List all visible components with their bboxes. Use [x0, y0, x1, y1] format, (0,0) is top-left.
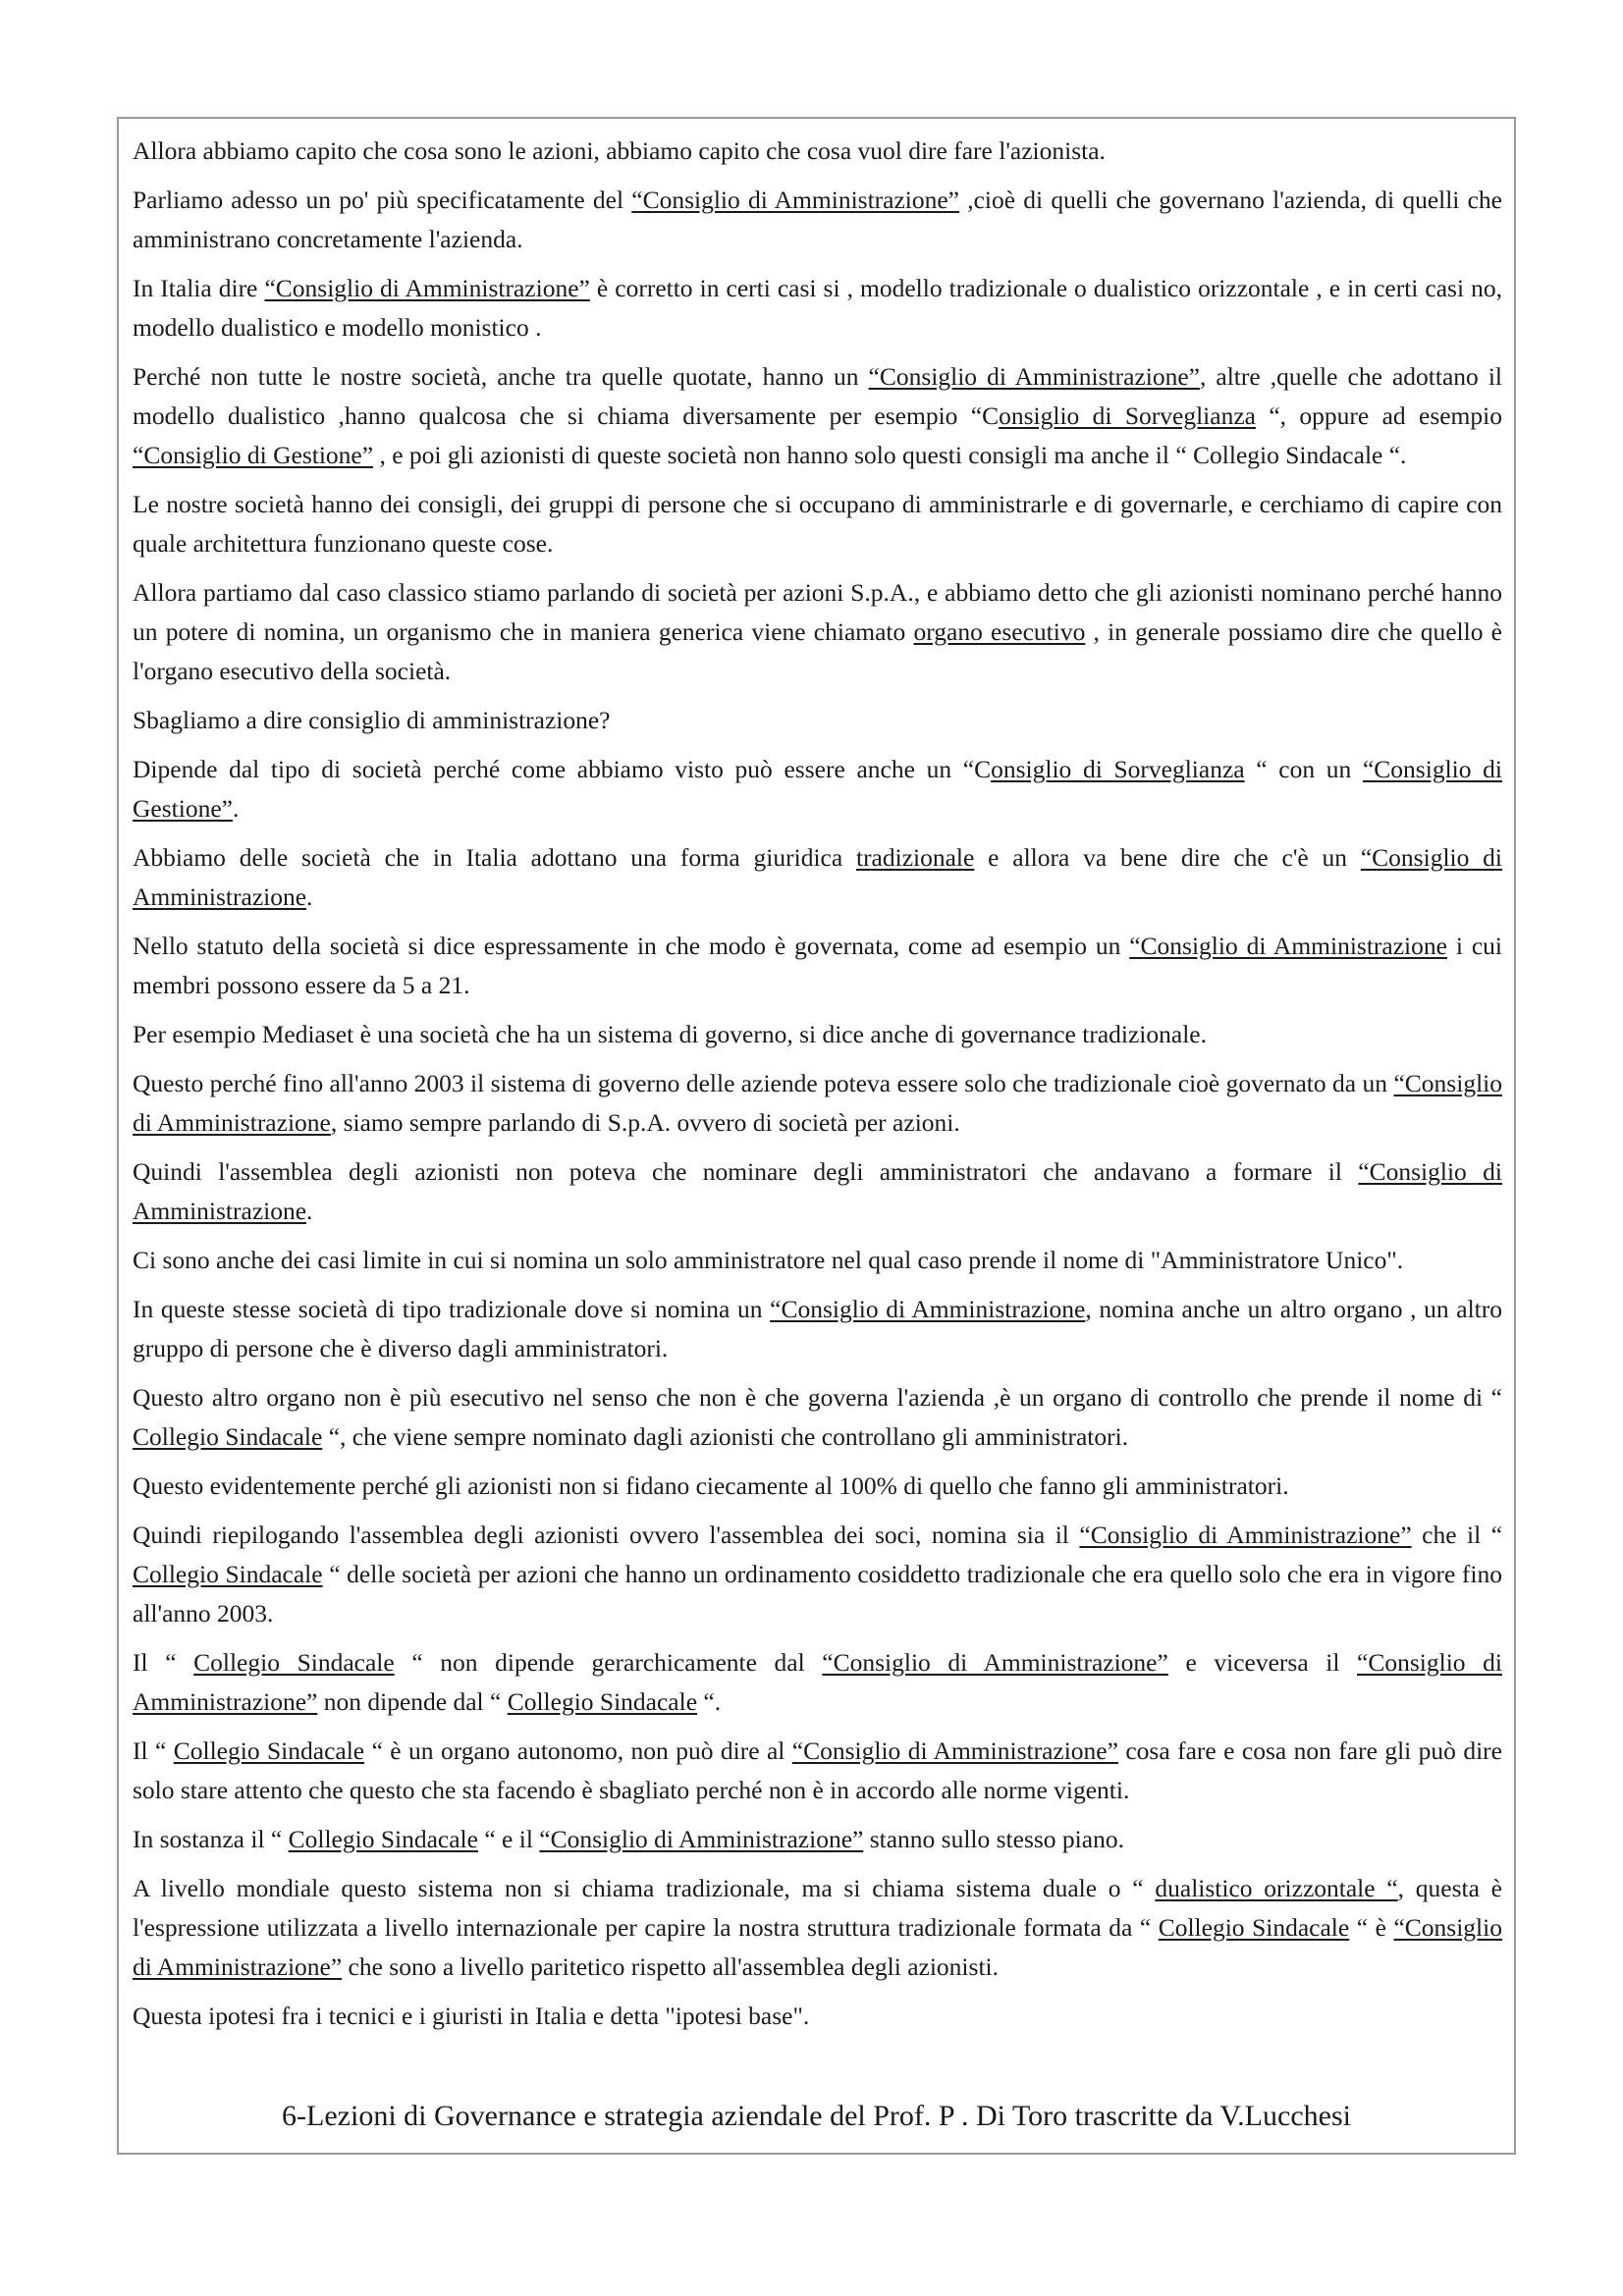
text-segment: . [306, 882, 313, 911]
text-segment: “. [697, 1687, 722, 1716]
underlined-term: Collegio Sindacale [288, 1825, 478, 1853]
document-body [133, 132, 1502, 2046]
paragraph [133, 1869, 1502, 1987]
page-footer: 6-Lezioni di Governance e strategia aziendale del Prof. P . Di Toro trascritte da V.Lucchesi [282, 2100, 1351, 2132]
underlined-term: “Consiglio di Amministrazione” [868, 362, 1200, 391]
paragraph [133, 181, 1502, 259]
text-segment: Le nostre società hanno dei consigli, dei gruppi di persone che si occupano di amministrarle e di governarle, e cerchiamo di capire con quale architettura funzionano queste cose. [133, 490, 1502, 558]
text-segment: Ci sono anche dei casi limite in cui si nomina un solo amministratore nel qual caso prende il nome di "Amministratore Unico". [133, 1246, 1404, 1274]
paragraph [133, 1467, 1502, 1506]
text-segment: . [232, 794, 240, 823]
underlined-term: tradizionale [855, 843, 975, 872]
underlined-term: “Consiglio di Gestione” [133, 755, 1503, 823]
text-segment: Parliamo adesso un po' più specificatamente del [133, 186, 632, 214]
underlined-term: “Consiglio di Amministrazione” [822, 1648, 1168, 1677]
text-segment: , in generale possiamo dire che quello è l'organo esecutivo della società. [133, 617, 1502, 685]
underlined-term: “Consiglio di Amministrazione” [264, 274, 590, 302]
text-segment: i cui membri possono essere da 5 a 21. [133, 932, 1502, 999]
text-segment: . [306, 1197, 313, 1225]
text-segment: che il “ [1411, 1521, 1503, 1549]
text-segment: “, che viene sempre nominato dagli azionisti che controllano gli amministratori. [322, 1422, 1129, 1451]
underlined-term: “Consiglio di Amministrazione” [539, 1825, 864, 1853]
underlined-term: Collegio Sindacale [193, 1648, 395, 1677]
text-segment: Il “ [133, 1648, 194, 1677]
underlined-term: dualistico orizzontale “ [1155, 1874, 1398, 1902]
text-segment: che sono a livello paritetico rispetto all'assemblea degli azionisti. [342, 1952, 999, 1981]
underlined-term: Collegio Sindacale [133, 1422, 323, 1451]
text-segment: non dipende dal “ [317, 1687, 508, 1716]
underlined-term: Collegio Sindacale [507, 1687, 698, 1716]
text-segment: Il “ [133, 1736, 174, 1765]
text-segment: Dipende dal tipo di società perché come abbiamo visto può essere anche un “C [133, 755, 992, 783]
text-segment: “, oppure ad esempio [1255, 401, 1502, 430]
text-segment: Perché non tutte le nostre società, anche tra quelle quotate, hanno un [133, 362, 869, 391]
paragraph [133, 573, 1502, 691]
paragraph [133, 750, 1502, 828]
paragraph [133, 132, 1502, 171]
paragraph [133, 1732, 1502, 1810]
text-segment: In sostanza il “ [133, 1825, 289, 1853]
paragraph [133, 1643, 1502, 1722]
underlined-term: onsiglio di Sorveglianza [999, 401, 1256, 430]
underlined-term: “Consiglio di Amministrazione [1129, 932, 1447, 960]
text-segment: Questo perché fino all'anno 2003 il sistema di governo delle aziende poteva essere solo che tradizionale cioè governato da un [133, 1069, 1394, 1097]
underlined-term: “Consiglio di Gestione” [133, 441, 374, 469]
paragraph [133, 1516, 1502, 1633]
text-segment: , nomina anche un altro organo , un altro gruppo di persone che è diverso dagli amministratori. [133, 1295, 1502, 1362]
underlined-term: “Consiglio di Amministrazione [133, 1157, 1502, 1225]
text-segment: Questa ipotesi fra i tecnici e i giuristi in Italia e detta "ipotesi base". [133, 2002, 810, 2030]
paragraph [133, 927, 1502, 1005]
text-segment: Quindi riepilogando l'assemblea degli azionisti ovvero l'assemblea dei soci, nomina sia il [133, 1521, 1080, 1549]
text-segment: Questo evidentemente perché gli azionisti non si fidano ciecamente al 100% di quello che fanno gli amministratori. [133, 1471, 1289, 1500]
paragraph [133, 1152, 1502, 1231]
text-segment: Allora partiamo dal caso classico stiamo parlando di società per azioni S.p.A., e abbiamo detto che gli azionisti nominano perché hanno un potere di nomina, un organismo che in maniera generica viene chiamato [133, 578, 1502, 646]
underlined-term: onsiglio di Sorveglianza [991, 755, 1245, 783]
text-segment: cosa fare e cosa non fare gli può dire solo stare attento che questo che sta facendo è sbagliato perché non è in accordo alle norme vigenti. [133, 1736, 1502, 1804]
paragraph [133, 1997, 1502, 2036]
underlined-term: Collegio Sindacale [173, 1736, 365, 1765]
underlined-term: “Consiglio di Amministrazione [133, 843, 1502, 911]
text-segment: “ è [1349, 1913, 1394, 1942]
underlined-term: “Consiglio di Amministrazione [770, 1295, 1086, 1323]
text-segment: “ delle società per azioni che hanno un ordinamento cosiddetto tradizionale che era quello solo che era in vigore fino all'anno 2003. [133, 1560, 1502, 1628]
underlined-term: “Consiglio di Amministrazione” [133, 1648, 1502, 1716]
underlined-term: Collegio Sindacale [133, 1560, 323, 1588]
paragraph [133, 485, 1502, 563]
underlined-term: organo esecutivo [913, 617, 1086, 646]
underlined-term: “Consiglio di Amministrazione [133, 1069, 1502, 1137]
paragraph [133, 1015, 1502, 1054]
text-segment: Allora abbiamo capito che cosa sono le azioni, abbiamo capito che cosa vuol dire fare l'azionista. [133, 136, 1106, 165]
text-segment: e viceversa il [1167, 1648, 1358, 1677]
text-segment: è corretto in certi casi si , modello tradizionale o dualistico orizzontale , e in certi casi no, modello dualistico e modello monistico . [133, 274, 1502, 342]
text-segment: “ e il [477, 1825, 540, 1853]
text-segment: “ è un organo autonomo, non può dire al [364, 1736, 792, 1765]
text-segment: Nello statuto della società si dice espressamente in che modo è governata, come ad esempio un [133, 932, 1130, 960]
paragraph [133, 1064, 1502, 1143]
underlined-term: “Consiglio di Amministrazione” [133, 1913, 1502, 1981]
text-segment: Abbiamo delle società che in Italia adottano una forma giuridica [133, 843, 856, 872]
text-segment: , siamo sempre parlando di S.p.A. ovvero di società per azioni. [330, 1108, 960, 1137]
paragraph [133, 269, 1502, 347]
paragraph [133, 357, 1502, 475]
paragraph [133, 1241, 1502, 1280]
text-segment: Quindi l'assemblea degli azionisti non poteva che nominare degli amministratori che andavano a formare il [133, 1157, 1359, 1186]
paragraph [133, 1290, 1502, 1368]
paragraph [133, 1820, 1502, 1859]
text-segment: , e poi gli azionisti di queste società non hanno solo questi consigli ma anche il “ Collegio Sindacale “. [373, 441, 1407, 469]
text-segment: A livello mondiale questo sistema non si chiama tradizionale, ma si chiama sistema duale o “ [133, 1874, 1156, 1902]
text-segment: Per esempio Mediaset è una società che ha un sistema di governo, si dice anche di governance tradizionale. [133, 1020, 1207, 1048]
paragraph [133, 701, 1502, 740]
underlined-term: Collegio Sindacale [1158, 1913, 1350, 1942]
text-segment: “ non dipende gerarchicamente dal [394, 1648, 823, 1677]
text-segment: , questa è l'espressione utilizzata a livello internazionale per capire la nostra struttura tradizionale formata da “ [133, 1874, 1502, 1942]
underlined-term: “Consiglio di Amministrazione” [631, 186, 960, 214]
text-segment: Questo altro organo non è più esecutivo nel senso che non è che governa l'azienda ,è un organo di controllo che prende il nome di “ [133, 1383, 1502, 1412]
text-segment: stanno sullo stesso piano. [863, 1825, 1124, 1853]
text-segment: In queste stesse società di tipo tradizionale dove si nomina un [133, 1295, 771, 1323]
text-segment: Sbagliamo a dire consiglio di amministrazione? [133, 706, 611, 734]
text-segment: e allora va bene dire che c'è un [974, 843, 1361, 872]
text-segment: , altre ,quelle che adottano il modello dualistico ,hanno qualcosa che si chiama diversamente per esempio “C [133, 362, 1503, 430]
text-segment: “ con un [1244, 755, 1363, 783]
underlined-term: “Consiglio di Amministrazione” [1079, 1521, 1412, 1549]
text-segment: ,cioè di quelli che governano l'azienda, di quelli che amministrano concretamente l'azienda. [133, 186, 1502, 253]
paragraph [133, 1378, 1502, 1457]
paragraph [133, 838, 1502, 917]
underlined-term: “Consiglio di Amministrazione” [791, 1736, 1118, 1765]
text-segment: In Italia dire [133, 274, 265, 302]
